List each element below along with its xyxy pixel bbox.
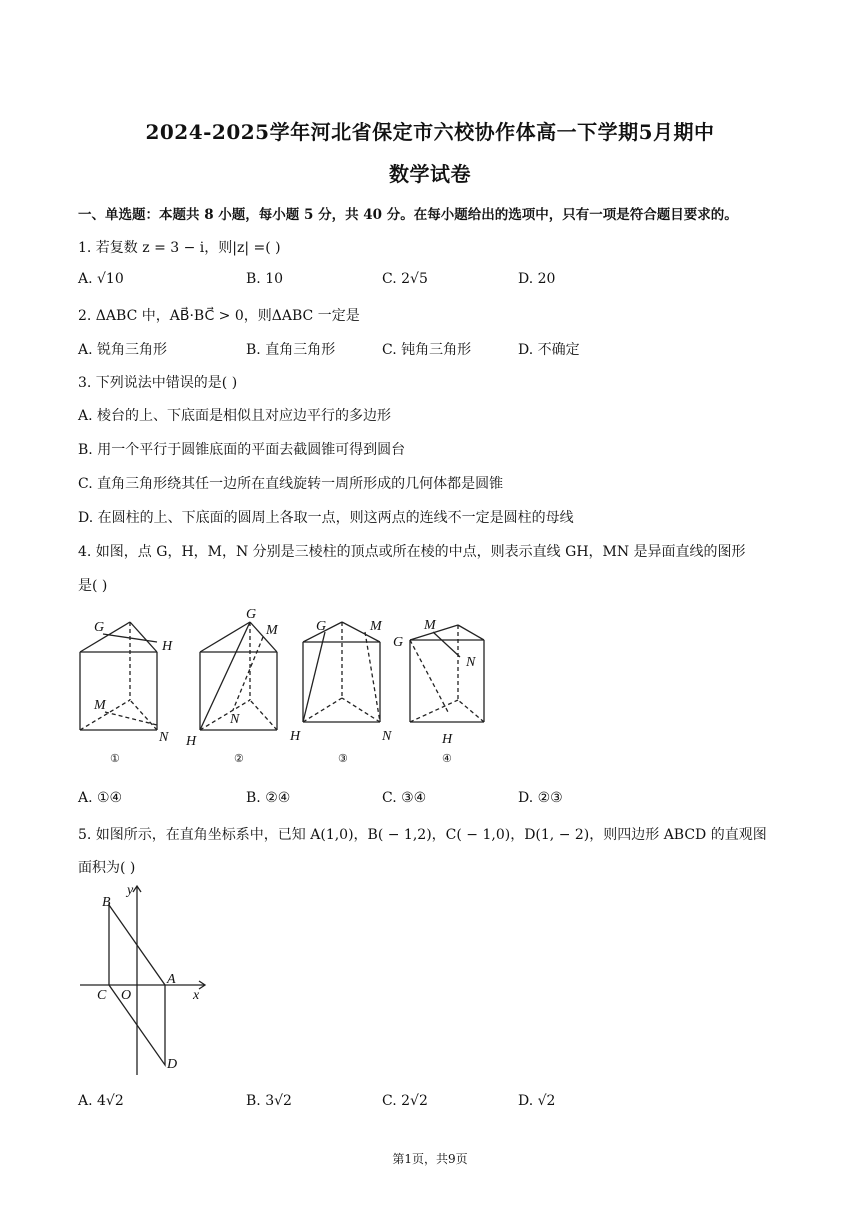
figure-label-3: ③ — [338, 752, 348, 765]
q3-option-a: A. 棱台的上、下底面是相似且对应边平行的多边形 — [78, 408, 392, 424]
question-5-stem: 5. 如图所示，在直角坐标系中，已知 A(1,0)，B( − 1,2)，C( − 1,0)，D(1, − 2)，则四边形 ABCD 的直观图 — [78, 827, 767, 843]
label-m-3: M — [370, 619, 382, 634]
label-d: D — [167, 1057, 178, 1072]
label-g-4: G — [393, 635, 404, 650]
q5-option-a: A. 4√2 — [78, 1093, 124, 1109]
label-n-4: N — [466, 655, 476, 670]
question-4-stem-cont: 是( ) — [78, 578, 108, 594]
label-n-2: N — [230, 712, 240, 727]
q3-option-b: B. 用一个平行于圆锥底面的平面去截圆锥可得到圆台 — [78, 442, 406, 458]
label-m-1: M — [94, 698, 106, 713]
q1-option-c: C. 2√5 — [382, 271, 428, 287]
label-x: x — [193, 988, 200, 1003]
label-m-2: M — [266, 623, 278, 638]
label-a: A — [167, 972, 176, 987]
label-n-1: N — [159, 730, 169, 745]
figure-label-2: ② — [234, 752, 244, 765]
figure-label-1: ① — [110, 752, 120, 765]
q5-option-b: B. 3√2 — [246, 1093, 292, 1109]
label-g-1: G — [94, 620, 105, 635]
q1-option-b: B. 10 — [246, 271, 284, 287]
q2-option-c: C. 钝角三角形 — [382, 342, 472, 358]
q1-option-d: D. 20 — [518, 271, 556, 287]
q5-option-c: C. 2√2 — [382, 1093, 428, 1109]
label-o: O — [121, 988, 132, 1003]
label-b: B — [102, 895, 111, 910]
q5-option-d: D. √2 — [518, 1093, 556, 1109]
label-c: C — [97, 988, 107, 1003]
label-h-1: H — [162, 639, 173, 654]
q3-option-d: D. 在圆柱的上、下底面的圆周上各取一点，则这两点的连线不一定是圆柱的母线 — [78, 510, 574, 526]
label-n-3: N — [382, 729, 392, 744]
page-title: 2024-2025学年河北省保定市六校协作体高一下学期5月期中 — [145, 120, 715, 144]
question-4-stem: 4. 如图，点 G，H，M，N 分别是三棱柱的顶点或所在棱的中点，则表示直线 GH，MN 是异面直线的图形 — [78, 544, 746, 560]
question-2-stem: 2. ΔABC 中，AB⃗·BC⃗ > 0，则ΔABC 一定是 — [78, 308, 360, 324]
label-h-4: H — [442, 732, 453, 747]
q2-option-d: D. 不确定 — [518, 342, 580, 358]
coordinate-figure — [75, 880, 225, 1080]
label-h-2: H — [186, 734, 197, 749]
label-h-3: H — [290, 729, 301, 744]
label-m-4: M — [424, 618, 436, 633]
prism-figures — [70, 600, 500, 775]
prism-figure-4 — [410, 625, 484, 722]
label-g-2: G — [246, 607, 257, 622]
question-1-stem: 1. 若复数 z = 3 − i，则|z| =( ) — [78, 240, 281, 256]
figure-label-4: ④ — [442, 752, 452, 765]
label-g-3: G — [316, 619, 327, 634]
page-subtitle: 数学试卷 — [389, 162, 471, 186]
q2-option-b: B. 直角三角形 — [246, 342, 336, 358]
section-heading: 一、单选题：本题共 8 小题，每小题 5 分，共 40 分。在每小题给出的选项中，只有一项是符合题目要求的。 — [78, 207, 738, 223]
prism-figure-1 — [80, 622, 157, 730]
q3-option-c: C. 直角三角形绕其任一边所在直线旋转一周所形成的几何体都是圆锥 — [78, 476, 504, 492]
question-3-stem: 3. 下列说法中错误的是( ) — [78, 375, 238, 391]
question-5-stem-cont: 面积为( ) — [78, 860, 136, 876]
q4-option-b: B. ②④ — [246, 790, 291, 806]
page-footer: 第1页，共9页 — [392, 1152, 468, 1166]
q2-option-a: A. 锐角三角形 — [78, 342, 168, 358]
q1-option-a: A. √10 — [78, 271, 124, 287]
q4-option-c: C. ③④ — [382, 790, 427, 806]
q4-option-d: D. ②③ — [518, 790, 563, 806]
prism-figure-3 — [303, 622, 380, 722]
q4-option-a: A. ①④ — [78, 790, 123, 806]
label-y: y — [127, 883, 134, 898]
